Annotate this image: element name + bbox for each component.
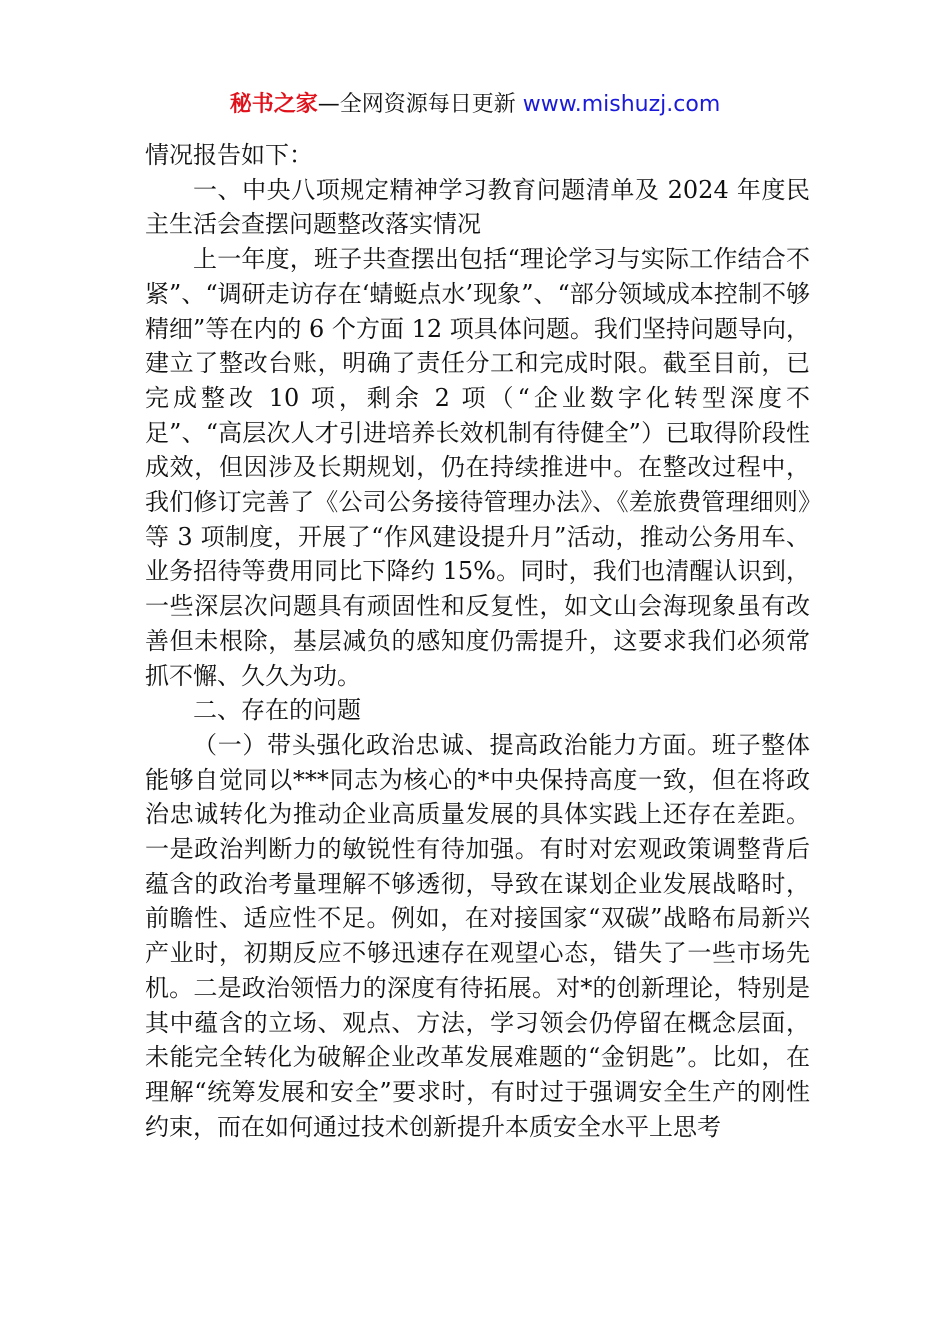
paragraph-political-loyalty: （一）带头强化政治忠诚、提高政治能力方面。班子整体能够自觉同以***同志为核心的*中央保持高度一致，但在将政治忠诚转化为推动企业高质量发展的具体实践上还存在差距。一是政治判断力的敏锐性有待加强。有时对宏观政策调整背后蕴含的政治考量理解不够透彻，导致在谋划企业发展战略时，前瞻性、适应性不足。例如，在对接国家“双碳”战略布局新兴产业时，初期反应不够迅速存在观望心态，错失了一些市场先机。二是政治领悟力的深度有待拓展。对*的创新理论，特别是其中蕴含的立场、观点、方法，学习领会仍停留在概念层面，未能完全转化为破解企业改革发展难题的“金钥匙”。比如，在理解“统筹发展和安全”要求时，有时过于强调安全生产的刚性约束，而在如何通过技术创新提升本质安全水平上思考 <box>145 730 810 1141</box>
section-heading-2: 二、存在的问题 <box>193 696 361 725</box>
paragraph-rectification: 上一年度，班子共查摆出包括“理论学习与实际工作结合不紧”、“调研走访存在‘蜻蜓点水’现象”、“部分领域成本控制不够精细”等在内的 6 个方面 12 项具体问题。我们坚持问题导向，建立了整改台账，明确了责任分工和完成时限。截至目前，已完成整改 10 项，剩余 2 项（“企业数字化转型深度不足”、“高层次人才引进培养长效机制有待健全”）已取得阶段性成效，但因涉及长期规划，仍在持续推进中。在整改过程中，我们修订完善了《公司公务接待管理办法》、《差旅费管理细则》等 3 项制度，开展了“作风建设提升月”活动，推动公务用车、业务招待等费用同比下降约 15%。同时，我们也清醒认识到，一些深层次问题具有顽固性和反复性，如文山会海现象虽有改善但未根除，基层减负的感知度仍需提升，这要求我们必须常抓不懈、久久为功。 <box>145 245 810 690</box>
site-header <box>0 88 950 122</box>
brand-name: 秘书之家 <box>229 92 318 117</box>
site-url-link[interactable]: www.mishuzj.com <box>522 92 721 117</box>
header-slogan: —全网资源每日更新 <box>317 92 516 117</box>
intro-line: 情况报告如下： <box>145 141 313 169</box>
document-body <box>145 138 810 1144</box>
section-heading-1: 一、中央八项规定精神学习教育问题清单及 2024 年度民主生活会查摆问题整改落实情况 <box>145 175 810 239</box>
